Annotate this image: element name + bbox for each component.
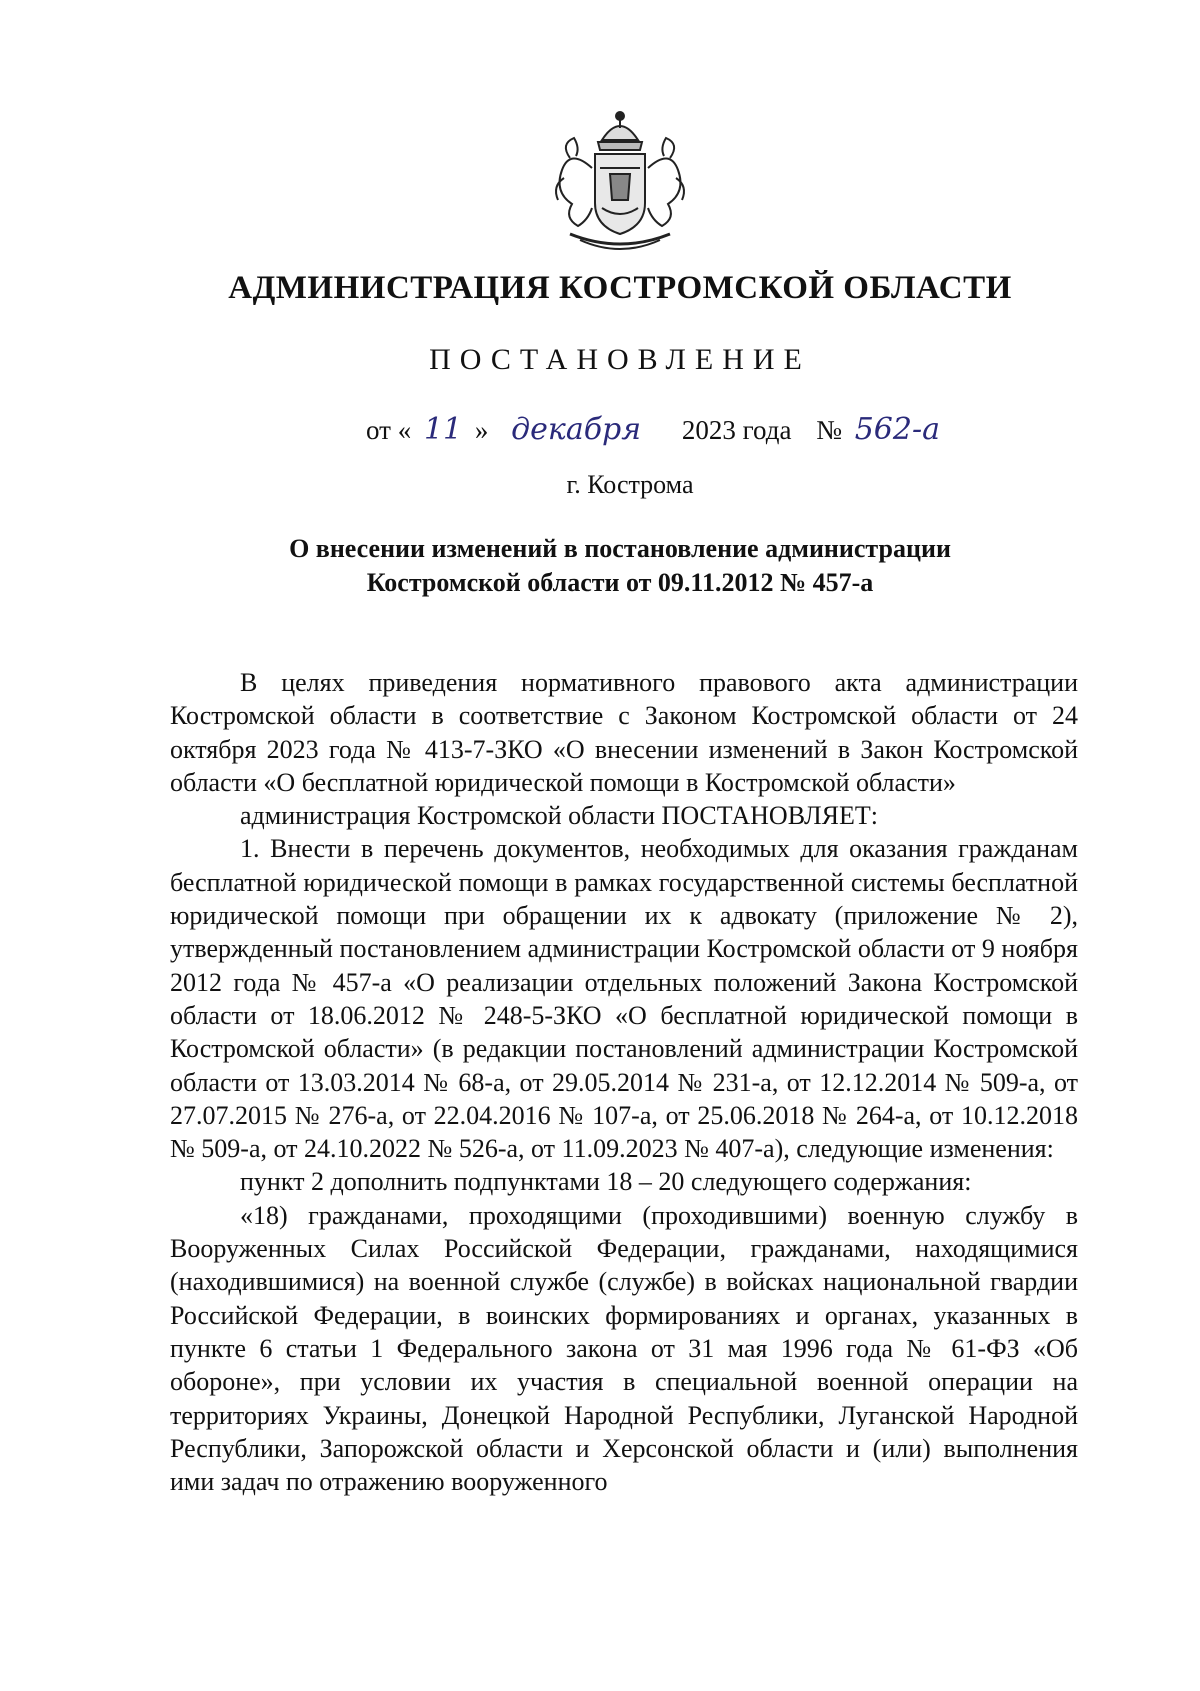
- paragraph-resolves: администрация Костромской области ПОСТАНОВЛЯЕТ:: [240, 801, 879, 831]
- organization-name: АДМИНИСТРАЦИЯ КОСТРОМСКОЙ ОБЛАСТИ: [228, 270, 1012, 306]
- subject-line-2: Костромской области от 09.11.2012 № 457-а: [366, 568, 874, 597]
- document-subject: [0, 532, 1200, 600]
- date-line: [366, 412, 1140, 447]
- document-type: ПОСТАНОВЛЕНИЕ: [429, 343, 811, 376]
- number-sign: №: [816, 415, 842, 445]
- date-middle: »: [474, 415, 489, 445]
- coat-of-arms-emblem: [540, 108, 700, 258]
- date-year: 2023 года: [681, 415, 792, 445]
- subject-line-1: О внесении изменений в постановление администрации: [289, 534, 951, 563]
- document-number-handwritten: 562-а: [854, 412, 941, 447]
- paragraph-subitem-18: «18) гражданами, проходящими (проходившими) военную службу в Вооруженных Силах Российской Федерации, гражданами, находящимися (находившимися) на военной службе (службе) в войсках национальной гвардии Российской Федерации, в воинских формированиях и органах, указанных в пункте 6 статьи 1 Федерального закона от 31 мая 1996 года № 61-ФЗ «Об обороне», при условии их участия в специальной военной операции на территориях Украины, Донецкой Народной Республики, Луганской Народной Республики, Запорожской области и Херсонской области и (или) выполнения ими задач по отражению вооруженного: [170, 1200, 1078, 1497]
- paragraph-item-1: 1. Внести в перечень документов, необходимых для оказания гражданам бесплатной юридической помощи в рамках государственной системы бесплатной юридической помощи при обращении их к адвокату (приложение № 2), утвержденный постановлением администрации Костромской области от 9 ноября 2012 года № 457-а «О реализации отдельных положений Закона Костромской области от 18.06.2012 № 248-5-ЗКО «О бесплатной юридической помощи в Костромской области» (в редакции постановлений администрации Костромской области от 13.03.2014 № 68-а, от 29.05.2014 № 231-а, от 12.12.2014 № 509-а, от 27.07.2015 № 276-а, от 22.04.2016 № 107-а, от 25.06.2018 № 264-а, от 10.12.2018 № 509-а, от 24.10.2022 № 526-а, от 11.09.2023 № 407-а), следующие изменения:: [170, 834, 1078, 1164]
- paragraph-preamble: В целях приведения нормативного правового акта администрации Костромской области в соответствие с Законом Костромской области от 24 октября 2023 года № 413-7-ЗКО «О внесении изменений в Закон Костромской области «О бесплатной юридической помощи в Костромской области»: [170, 668, 1078, 797]
- date-day-handwritten: 11: [423, 412, 463, 447]
- document-body: [170, 666, 1078, 1498]
- paragraph-amendment-intro: пункт 2 дополнить подпунктами 18 – 20 следующего содержания:: [240, 1167, 972, 1197]
- date-prefix: от «: [366, 415, 412, 445]
- city: г. Кострома: [566, 470, 694, 499]
- date-month-handwritten: декабря: [511, 412, 642, 447]
